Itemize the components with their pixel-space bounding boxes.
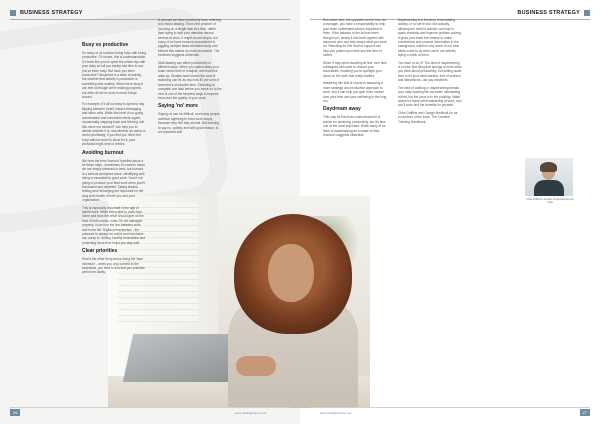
section-label-right: BUSINESS STRATEGY xyxy=(517,10,580,16)
author-caption: Chris Griffiths is founder of OpenGenius and Ayoa xyxy=(526,198,574,204)
paragraph: But notice here, the opposite can be true. As a manager, you have a responsibility to help your team understand what is expected of them. If the balance of the list has been thought out, clearly it has been agreed with someone who can help shape what you work on. Reaching for this level of support can help you protect your time and the time of others. xyxy=(323,18,387,58)
heading-avoiding-burnout: Avoiding burnout xyxy=(82,149,124,156)
column-3 xyxy=(323,18,387,140)
paragraph: A concept we have commonly been referring to is mono-tasking. This is the practice of focusing on a single task at a time, rather than trying to split your attention across several at once. It might sound simple, but many of us have become accustomed to juggling multiple tasks simultaneously and believe this makes us more productive. The evidence suggests otherwise. xyxy=(158,18,221,58)
column-1 xyxy=(82,42,146,278)
page-number-right: 27 xyxy=(580,409,590,416)
author-photo xyxy=(525,158,573,196)
heading-clear-priorities: Clear priorities xyxy=(82,248,118,255)
paragraph: You have to do it? The idea of daydreaming is not the first thing that springs to mind when you think about productivity, but setting aside time to let your mind wander, free of screens and distractions, can pay dividends. xyxy=(398,60,462,83)
paragraph: For example, it's all too easy to spend a day flipping between email, instant messaging and video calls. While this level of on-going conversation and connection feels urgent, occasionally stepping back and thinking 'will this move me forward?' can help you to decide whether it is, and whether an action is worth prioritising. If you find you often feel busy without much to show for it, your workload might need a rethink. xyxy=(82,102,146,147)
heading-daydream-away: Daydream away xyxy=(323,106,361,113)
paragraph: When it may seem daunting at first, over time colleagues will come to respect your boundaries, enabling you to spotlight your focus on the work that really matters. xyxy=(323,60,387,78)
footer-rule-right xyxy=(310,407,590,408)
footer-url-right[interactable]: www.intelligentsme.com xyxy=(320,411,353,415)
photo-laptop xyxy=(123,334,243,382)
page-number-left: 26 xyxy=(10,409,20,416)
photo-person-face xyxy=(268,244,314,302)
section-label-left: BUSINESS STRATEGY xyxy=(20,10,83,16)
square-marker-icon xyxy=(10,10,16,16)
paragraph: This may be the most controversial bit of advice for achieving productivity, but it's also one of the most important. While many of us think of daydreaming as a waste of time, research suggests otherwise. xyxy=(323,115,386,137)
paragraph: Multi-tasking can affect productivity in different ways. When you switch tasks your brain needs time to readjust, and that time adds up. Studies have shown the cost of switching can be as much as 40 per cent of someone's productive time. Choosing to complete one task before you move on to the next is one of the simplest ways to improve focus and the quality of your work. xyxy=(158,60,222,100)
footer-url-left[interactable]: www.intelligentsme.com xyxy=(235,411,268,415)
heading-saying-no-more: Saying 'no' more xyxy=(158,103,198,110)
author-torso xyxy=(534,180,564,196)
paragraph: So many of us confuse being busy with being productive. Of course, this is understandable. If it feels like you've spent the whole day with your diary so full you barely had time to eat, you've been busy. But have you been productive? Busyness is a state of activity, but whether that activity is productive is something else entirely. When we're busy it can feel as though we're making progress, but often all we've done is move things around. xyxy=(82,51,146,100)
paragraph: This is especially important in the age of hybrid work. While being able to work from home and from the office should give us the best of both worlds, when it's not managed properly, it can blur the line between work and home life. Digital presenteeism - the pressure to always be online and reachable - can creep in. Setting healthy boundaries and protecting focus time helps you stay well. xyxy=(82,205,146,245)
paragraph: The idea of walking or daydreaming breaks your daily working life can seem intimidating at first, but the proof is in the pudding. Make space for some mind wandering at work, and you'll soon find the benefits for yourself. xyxy=(398,85,462,108)
column-2 xyxy=(158,18,222,137)
header-rule-left xyxy=(10,19,290,20)
square-marker-icon xyxy=(584,10,590,16)
author-hair xyxy=(540,162,557,172)
footer-rule-left xyxy=(10,407,290,408)
heading-busy-vs-productive: Busy vs productive xyxy=(82,42,129,48)
paragraph: Mastering this skill is crucial to balancing a more strategic and productive approach to work, and it can help you gain more control over your time and your wellbeing in the long run. xyxy=(323,81,387,103)
paragraph: We hear the term 'burnout' bandied about a lot these days - sometimes it's used to mean we are simply stressed or tired, but burnout is a serious workplace issue. Identifying well-being is essential for good work. You're not going to produce your best work when you're exhausted and depleted. Taking breaks, resting and recharging are important for the long-term health of both you and your organisation. xyxy=(82,158,146,203)
paragraph: Here's the other thing about doing the 'bare minimum' - when you only commit to the essentials, you tend to find that you prioritise with more clarity. xyxy=(82,257,145,275)
column-4 xyxy=(398,18,462,127)
header-right xyxy=(517,10,590,16)
photo-person-hand xyxy=(236,356,276,376)
paragraph: Saying no can be difficult, and many people continue agreeing to extra work simply because they feel they should. But learning to say no, politely and with good reason, is an important skill. xyxy=(158,112,220,134)
paragraph: Daydreaming is a frivolous, time-wasting activity, or so we're told. But actually, allowing the mind to wander can help to spark creativity and improve problem solving. It gives your brain the chance to make connections and process information in the background, which is why some of our best ideas come to us when we're not actively trying to think of them. xyxy=(398,18,462,58)
woman-at-laptop-photo xyxy=(108,196,370,408)
author-bio: Chris Griffiths and Caragh Medlicott for as co-authors of the book, The Creative Thinking Handbook. xyxy=(398,110,458,124)
header-left xyxy=(10,10,83,16)
